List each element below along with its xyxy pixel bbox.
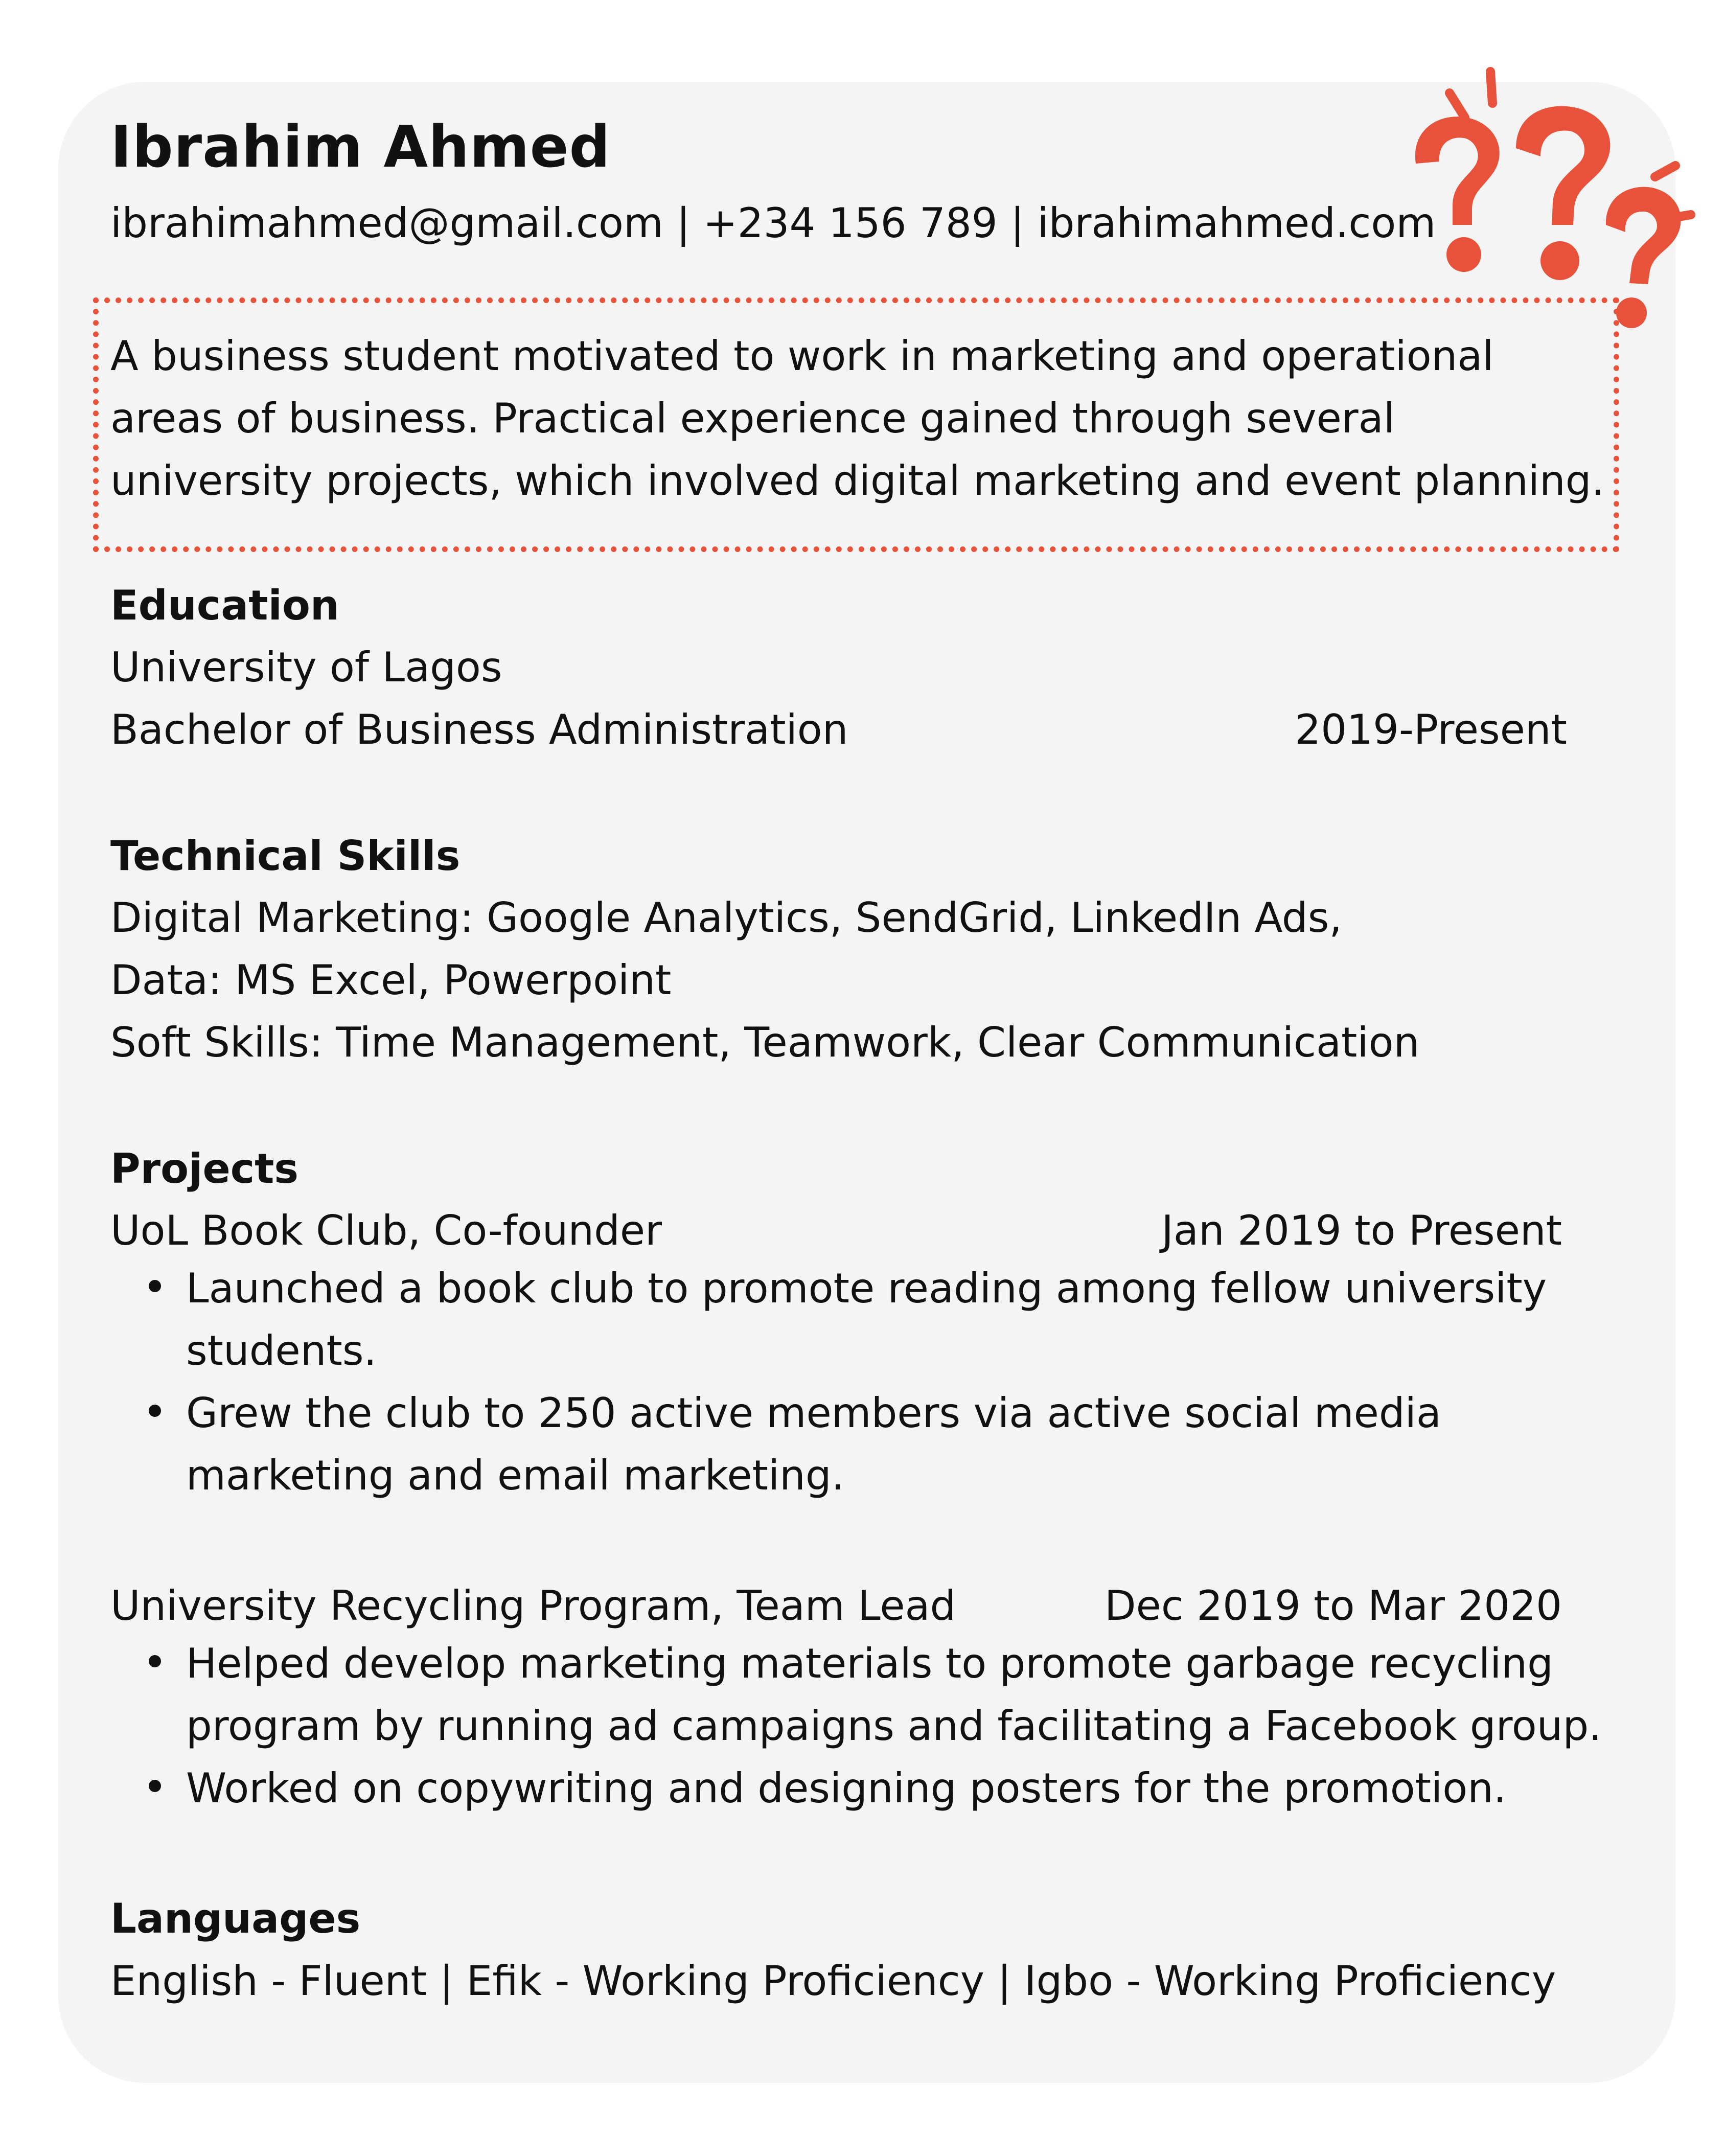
- skills-line: Soft Skills: Time Management, Teamwork, Clear Communication: [110, 1019, 1420, 1066]
- question-mark-left: [1415, 117, 1500, 225]
- skills-heading: Technical Skills: [110, 832, 461, 880]
- bullet-line: Launched a book club to promote reading among fellow university: [186, 1265, 1547, 1312]
- contact-line: ibrahimahmed@gmail.com | +234 156 789 | ibrahimahmed.com: [110, 199, 1436, 247]
- education-heading: Education: [110, 582, 339, 629]
- education-degree: Bachelor of Business Administration: [110, 706, 848, 753]
- bullet-dot-icon: [149, 1405, 161, 1417]
- project-title: UoL Book Club, Co-founder: [110, 1207, 662, 1254]
- skills-line: Data: MS Excel, Powerpoint: [110, 956, 672, 1004]
- question-mark-right: [1606, 187, 1681, 284]
- project-dates: Dec 2019 to Mar 2020: [1105, 1582, 1562, 1630]
- bullet-line: program by running ad campaigns and facilitating a Facebook group.: [186, 1702, 1602, 1750]
- education-dates: 2019-Present: [1295, 706, 1567, 753]
- question-dot-left: [1446, 237, 1481, 272]
- bullet-line: marketing and email marketing.: [186, 1452, 845, 1499]
- question-dot-middle: [1540, 241, 1579, 280]
- bullet-line: students.: [186, 1327, 377, 1374]
- education-school: University of Lagos: [110, 644, 502, 691]
- question-dot-right: [1616, 297, 1647, 328]
- project-dates: Jan 2019 to Present: [1161, 1207, 1562, 1254]
- bullet-line: Worked on copywriting and designing posters for the promotion.: [186, 1764, 1507, 1812]
- spark-line: [1655, 166, 1675, 177]
- question-marks-icon: [1395, 56, 1702, 353]
- project-title: University Recycling Program, Team Lead: [110, 1582, 956, 1630]
- summary-paragraph: [110, 325, 1604, 512]
- bullet-dot-icon: [149, 1655, 161, 1667]
- projects-heading: Projects: [110, 1145, 299, 1192]
- summary-line: university projects, which involved digital marketing and event planning.: [110, 457, 1604, 504]
- bullet-line: Grew the club to 250 active members via active social media: [186, 1389, 1441, 1437]
- bullet-dot-icon: [149, 1780, 161, 1792]
- candidate-name: Ibrahim Ahmed: [110, 114, 611, 180]
- languages-line: English - Fluent | Efik - Working Proficiency | Igbo - Working Proficiency: [110, 1957, 1556, 2005]
- languages-heading: Languages: [110, 1895, 361, 1942]
- skills-line: Digital Marketing: Google Analytics, SendGrid, LinkedIn Ads,: [110, 894, 1342, 942]
- bullet-line: Helped develop marketing materials to promote garbage recycling: [186, 1640, 1553, 1687]
- bullet-dot-icon: [149, 1280, 161, 1292]
- summary-line: areas of business. Practical experience gained through several: [110, 395, 1395, 442]
- spark-line: [1490, 72, 1492, 103]
- summary-line: A business student motivated to work in marketing and operational: [110, 332, 1494, 380]
- spark-line: [1450, 93, 1465, 118]
- question-mark-middle: [1516, 106, 1610, 225]
